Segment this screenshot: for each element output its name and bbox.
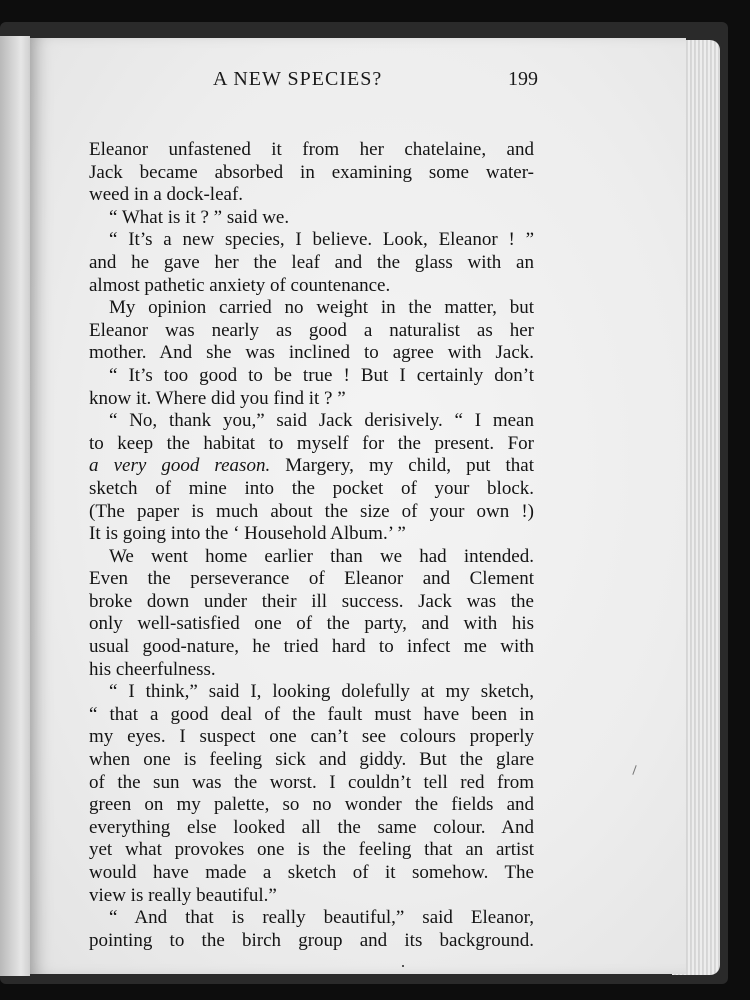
text-line: and he gave her the leaf and the glass with an <box>89 251 534 273</box>
text-line: Even the perseverance of Eleanor and Clement <box>89 568 534 590</box>
text-line: “ It’s a new species, I believe. Look, Eleanor ! ” <box>109 229 534 251</box>
text-line: “ What is it ? ” said we. <box>109 206 290 228</box>
text-line: “ It’s too good to be true ! But I certainly don’t <box>109 364 534 386</box>
text-line: know it. Where did you find it ? ” <box>89 387 346 409</box>
body-text <box>89 139 534 952</box>
text-line: “ that a good deal of the fault must have been in <box>89 703 534 725</box>
text-line: broke down under their ill success. Jack was the <box>89 590 534 612</box>
running-head <box>60 66 538 96</box>
text-line: usual good-nature, he tried hard to infect me with <box>89 636 534 658</box>
text-fragment: Margery, my child, put that <box>270 455 534 477</box>
text-line: “ No, thank you,” said Jack derisively. “ I mean <box>109 410 534 432</box>
text-line: (The paper is much about the size of your own !) <box>89 500 534 522</box>
text-line: view is really beautiful.” <box>89 884 277 906</box>
text-line: would have made a sketch of it somehow. The <box>89 862 534 883</box>
text-line: We went home earlier than we had intended. <box>109 545 534 567</box>
text-line: Eleanor was nearly as good a naturalist as her <box>89 319 534 341</box>
text-line: yet what provokes one is the feeling that an artist <box>89 839 534 861</box>
text-line: weed in a dock-leaf. <box>89 184 244 206</box>
text-line: My opinion carried no weight in the matter, but <box>109 297 534 319</box>
text-line: sketch of mine into the pocket of your block. <box>89 477 534 499</box>
running-title: A NEW SPECIES? <box>213 68 383 90</box>
facing-page-edge <box>0 36 30 976</box>
page-speck <box>402 965 404 967</box>
text-line: “ I think,” said I, looking dolefully at my sketch, <box>109 681 534 703</box>
text-line: of the sun was the worst. I couldn’t tell red from <box>89 771 534 793</box>
text-line: green on my palette, so no wonder the fields and <box>89 794 534 816</box>
emphasis-text: a very good reason. <box>89 455 271 477</box>
text-line: only well-satisfied one of the party, and with his <box>89 613 534 635</box>
text-line: to keep the habitat to myself for the present. For <box>89 432 534 454</box>
text-line: “ And that is really beautiful,” said Eleanor, <box>109 907 534 929</box>
text-line: when one is feeling sick and giddy. But the glare <box>89 749 534 771</box>
text-line: It is going into the ‘ Household Album.’ ” <box>89 523 406 545</box>
text-line: Eleanor unfastened it from her chatelaine, and <box>89 139 534 160</box>
text-line: everything else looked all the same colour. And <box>89 816 534 838</box>
text-line <box>89 455 534 478</box>
page-number: 199 <box>508 68 538 90</box>
text-line: Jack became absorbed in examining some water- <box>89 161 534 183</box>
text-line: almost pathetic anxiety of countenance. <box>89 274 391 296</box>
text-line: mother. And she was inclined to agree with Jack. <box>89 342 534 364</box>
text-line: my eyes. I suspect one can’t see colours properly <box>89 726 534 748</box>
text-line: his cheerfulness. <box>89 658 216 680</box>
text-line: pointing to the birch group and its background. <box>89 929 534 951</box>
